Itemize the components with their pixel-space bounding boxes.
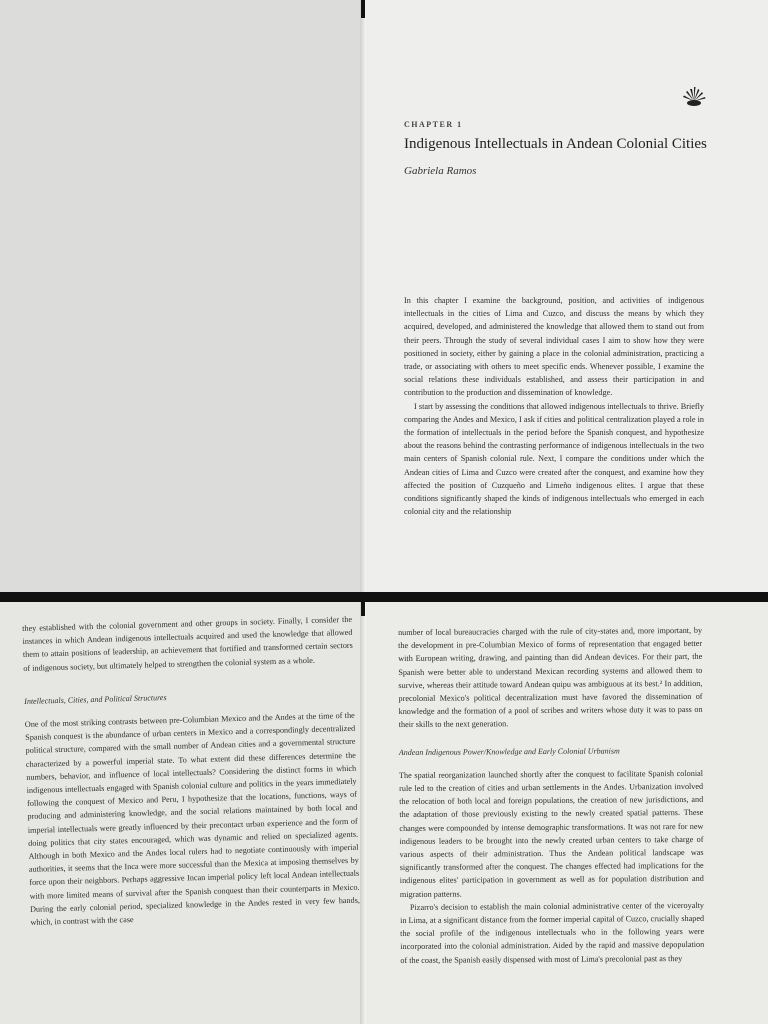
book-spine [360,0,366,1024]
chapter-label: CHAPTER 1 [404,120,463,129]
chapter-opening-page [364,0,768,594]
body-text [404,294,704,518]
page-bottom-left [0,600,364,1024]
section-heading: Intellectuals, Cities, and Political Structures [24,692,167,706]
paragraph: they established with the colonial government and other groups in society. Finally, I consider the instances in which Andean indigenous intellectuals acquired and used the knowledge that allowed them to attain positions of leadership, an achievement that fortified and transformed certain sectors of indigenous society, but ultimately helped to strengthen the colonial system as a whole. [22,614,353,673]
paragraph: In this chapter I examine the background, position, and activities of indigenous intellectuals in the cities of Lima and Cuzco, and discuss the means by which they acquired, developed, and administered the knowledge that allowed them to stand out from their peers. Through the study of several individual cases I aim to show how they were positioned in society, either by gaining a place in the colonial administration, practicing a trade, or associating with others to meet specific ends. Whenever possible, I examine the social relations these individuals established, and assess their participation in and contribution to the production and dissemination of knowledge. [404,296,704,398]
blank-page-top-left [0,0,364,594]
paragraph: I start by assessing the conditions that allowed indigenous intellectuals to thrive. Briefly comparing the Andes and Mexico, I ask if cities and political centralization played a role in the formation of intellectuals in the period before the Spanish conquest, and hypothesize about the reasons behind the contrasting performance of indigenous intellectuals in the two main centers of Spanish colonial rule. Next, I compare the conditions under which the Andean cities of Lima and Cuzco were created after the conquest, and examine how they affected the position of Cuzqueño and Limeño indigenous elites. I argue that these conditions significantly shaped the kinds of indigenous intellectuals who emerged in each colonial city and the relationship [404,401,704,517]
paragraph: The spatial reorganization launched shortly after the conquest to facilitate Spanish colonial rule led to the creation of cities and urban settlements in the Andes. Urbanization involved the relocation of both local and foreign populations, the creation of new jurisdictions, and the adaptation of those previously existing to the newly created spatial patterns. These changes were compounded by intense demographic transformations. It was not rare for new indigenous leaders to be brought into the newly created urban centers to take charge of various aspects of their administration. Thus the Andean political landscape was significantly transformed after the conquest. The changes effected had implications for the indigenous elites' participation in government as well as for population distribution and migration patterns. [399,768,704,899]
paragraph: Pizarro's decision to establish the main colonial administrative center of the viceroyalty in Lima, at a significant distance from the former imperial capital of Cuzco, crucially shaped the social profile of the indigenous intellectuals who in the following years were incorporated into the colonial administration. Aided by the rapid and massive depopulation of the coast, the Spanish easily dispensed with most of Lima's precolonial past as they [400,900,705,965]
spine-mark [361,0,365,18]
chapter-title: Indigenous Intellectuals in Andean Colonial Cities [404,136,707,152]
chapter-author: Gabriela Ramos [404,165,477,177]
body-text [398,624,704,967]
scan-divider [0,592,768,602]
body-text [22,613,360,929]
spine-mark [361,598,365,616]
paragraph: One of the most striking contrasts between pre-Columbian Mexico and the Andes at the time of the Spanish conquest is the abundance of urban centers in Mexico and a correspondingly decentralized political structure, compared with the small number of Andean cities and a governmental structure characterized by a powerful imperial state. To what extent did these differences determine the numbers, behavior, and influence of local intellectuals? Considering the distinct forms in which indigenous intellectuals engaged with Spanish colonial culture and politics in the years immediately following the conquest of Mexico and Peru, I hypothesize that the locations, functions, ways of producing and administering knowledge, and the social relations maintained by both local and imperial intellectuals were greatly influenced by their precontact urban experience and the form of doing politics that city states encouraged, which was dynamic and relied on specialized agents. Although in both Mexico and the Andes local rulers had to negotiate continuously with imperial authorities, it seems that the Inca were more successful than the Mexica at imposing themselves by force upon their neighbors. Perhaps aggressive Incan imperial policy left local Andean intellectuals with more limited means of survival after the Spanish conquest than their counterparts in Mexico. During the early colonial period, specialized knowledge in the Andes rested in very few hands, which, in contrast with the case [24,710,361,927]
page-bottom-right [364,600,768,1024]
paragraph: number of local bureaucracies charged with the rule of city-states and, more important, by the development in pre-Columbian Mexico of forms of representation that engaged better with European writing, drawing, and painting than did Andean devices. For their part, the Spanish were better able to understand Mexican recording systems and allowed them to survive, whereas their attitude toward Andean quipu was ambiguous at its best.² In addition, precolonial Mexico's political decentralization must have favored the dissemination of knowledge and the formation of a pool of scribes and writers whose duty it was to pass on their skills to the next generation. [398,625,703,730]
section-heading: Andean Indigenous Power/Knowledge and Early Colonial Urbanism [398,746,620,757]
ornament-icon [680,86,708,108]
